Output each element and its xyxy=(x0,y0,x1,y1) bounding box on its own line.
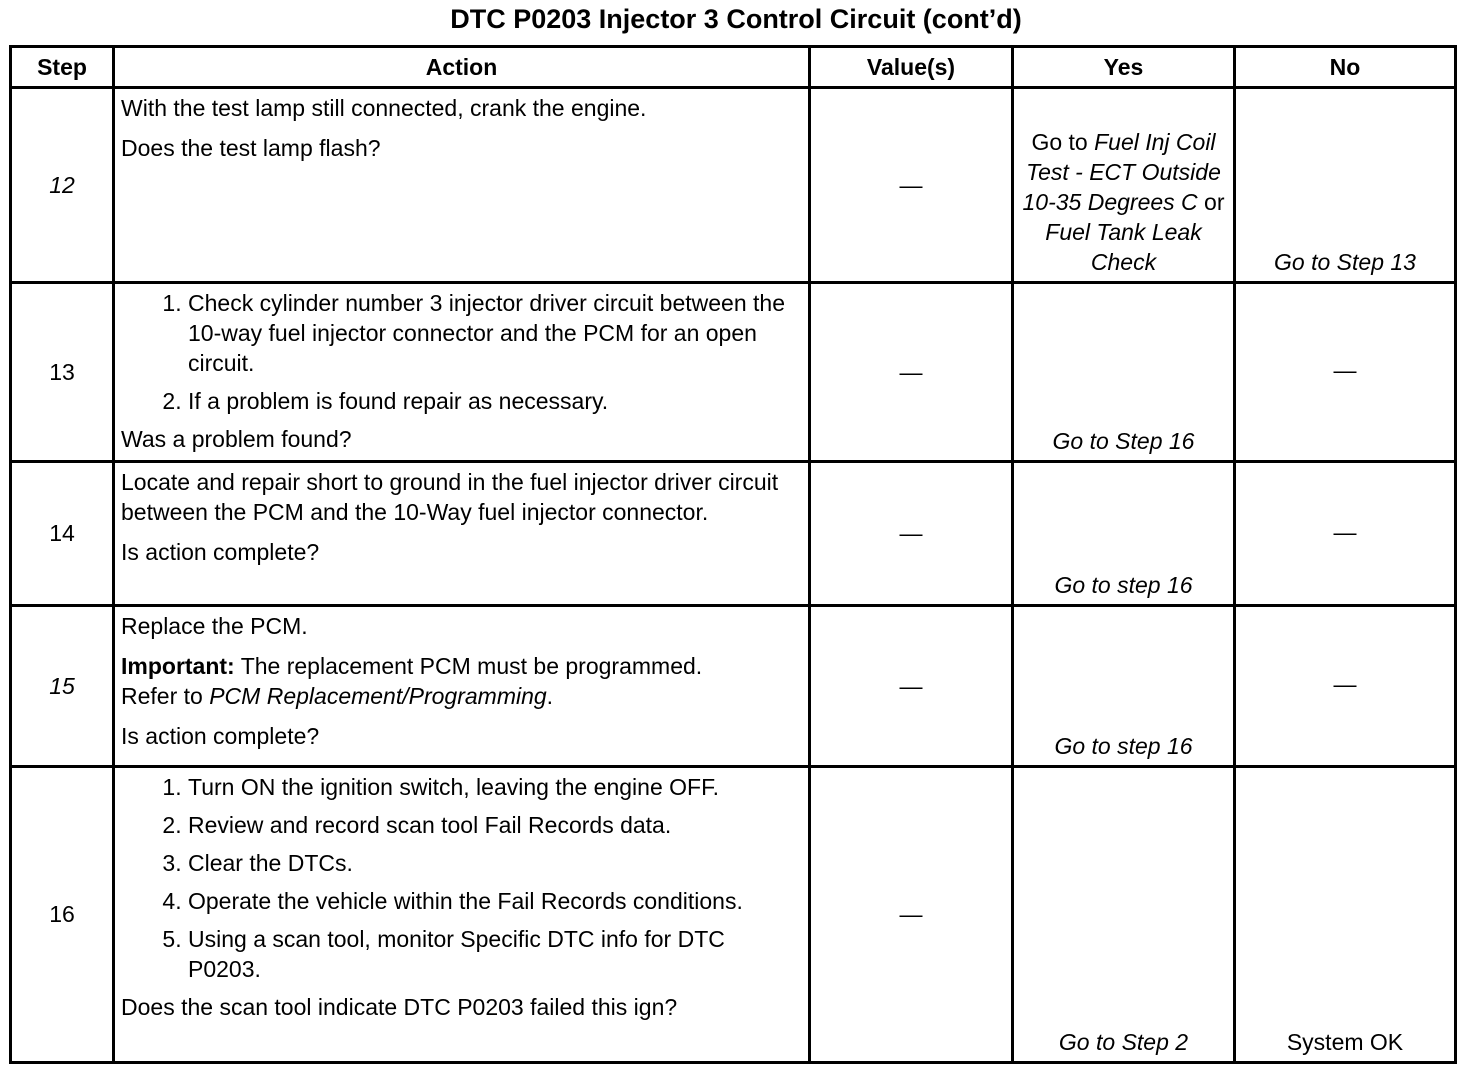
action-text: Locate and repair short to ground in the fuel injector driver circuit between the PCM and the 10-Way fuel injector connector. xyxy=(121,469,779,525)
value-cell: — xyxy=(810,283,1013,462)
value-cell: — xyxy=(810,88,1013,283)
yes-or: or xyxy=(1204,189,1225,215)
step-number: 12 xyxy=(11,88,114,283)
action-step: 1. Check cylinder number 3 injector driver circuit between the 10-way fuel injector connector and the PCM for an open circuit. xyxy=(188,288,802,378)
action-steps xyxy=(121,772,802,984)
action-steps xyxy=(121,288,802,416)
action-question: Is action complete? xyxy=(121,723,320,749)
value-cell: — xyxy=(810,767,1013,1063)
no-cell: — xyxy=(1235,606,1456,767)
page-title: DTC P0203 Injector 3 Control Circuit (cont’d) xyxy=(450,4,1022,34)
yes-cell[interactable]: Go to Step 2 xyxy=(1013,767,1235,1063)
action-step: 2. Review and record scan tool Fail Records data. xyxy=(188,810,802,840)
table-row xyxy=(11,462,1456,606)
value-cell: — xyxy=(810,462,1013,606)
action-cell xyxy=(114,606,810,767)
action-question: Was a problem found? xyxy=(121,426,352,452)
yes-cell xyxy=(1013,88,1235,283)
no-cell: — xyxy=(1235,462,1456,606)
action-text: With the test lamp still connected, crank the engine. xyxy=(121,95,647,121)
yes-prefix: Go to xyxy=(1031,129,1088,155)
step-number: 13 xyxy=(11,283,114,462)
action-question: Does the test lamp flash? xyxy=(121,135,381,161)
yes-link-fuel-inj-coil-test[interactable]: Fuel Inj Coil Test - ECT Outside 10-35 Degrees C xyxy=(1022,129,1221,215)
important-label: Important: xyxy=(121,653,235,679)
refer-link-pcm-replacement[interactable]: PCM Replacement/Programming xyxy=(209,683,547,709)
action-cell xyxy=(114,88,810,283)
no-cell: — xyxy=(1235,283,1456,462)
refer-prefix: Refer to xyxy=(121,683,203,709)
header-action: Action xyxy=(114,47,810,88)
important-note xyxy=(121,651,802,711)
step-number: 16 xyxy=(11,767,114,1063)
header-yes: Yes xyxy=(1013,47,1235,88)
step-number: 15 xyxy=(11,606,114,767)
yes-cell[interactable]: Go to Step 16 xyxy=(1013,283,1235,462)
yes-link-fuel-tank-leak-check[interactable]: Fuel Tank Leak Check xyxy=(1045,219,1202,275)
action-question: Does the scan tool indicate DTC P0203 failed this ign? xyxy=(121,994,678,1020)
action-cell xyxy=(114,283,810,462)
action-step: 4. Operate the vehicle within the Fail Records conditions. xyxy=(188,886,802,916)
table-row xyxy=(11,88,1456,283)
diagnostic-table xyxy=(9,45,1457,1064)
value-cell: — xyxy=(810,606,1013,767)
header-values: Value(s) xyxy=(810,47,1013,88)
table-row xyxy=(11,283,1456,462)
table-row xyxy=(11,606,1456,767)
no-cell[interactable]: Go to Step 13 xyxy=(1235,88,1456,283)
yes-cell[interactable]: Go to step 16 xyxy=(1013,462,1235,606)
table-row xyxy=(11,767,1456,1063)
action-step: 1. Turn ON the ignition switch, leaving the engine OFF. xyxy=(188,772,802,802)
refer-suffix: . xyxy=(546,683,554,709)
action-step: 3. Clear the DTCs. xyxy=(188,848,802,878)
action-question: Is action complete? xyxy=(121,539,320,565)
action-step: 2. If a problem is found repair as necessary. xyxy=(188,386,802,416)
action-step: 5. Using a scan tool, monitor Specific DTC info for DTC P0203. xyxy=(188,924,802,984)
action-text: Replace the PCM. xyxy=(121,613,308,639)
action-cell xyxy=(114,462,810,606)
important-text: The replacement PCM must be programmed. xyxy=(240,653,703,679)
no-cell[interactable]: System OK xyxy=(1235,767,1456,1063)
header-step: Step xyxy=(11,47,114,88)
action-cell xyxy=(114,767,810,1063)
step-number: 14 xyxy=(11,462,114,606)
header-no: No xyxy=(1235,47,1456,88)
header-row xyxy=(11,47,1456,88)
yes-cell[interactable]: Go to step 16 xyxy=(1013,606,1235,767)
